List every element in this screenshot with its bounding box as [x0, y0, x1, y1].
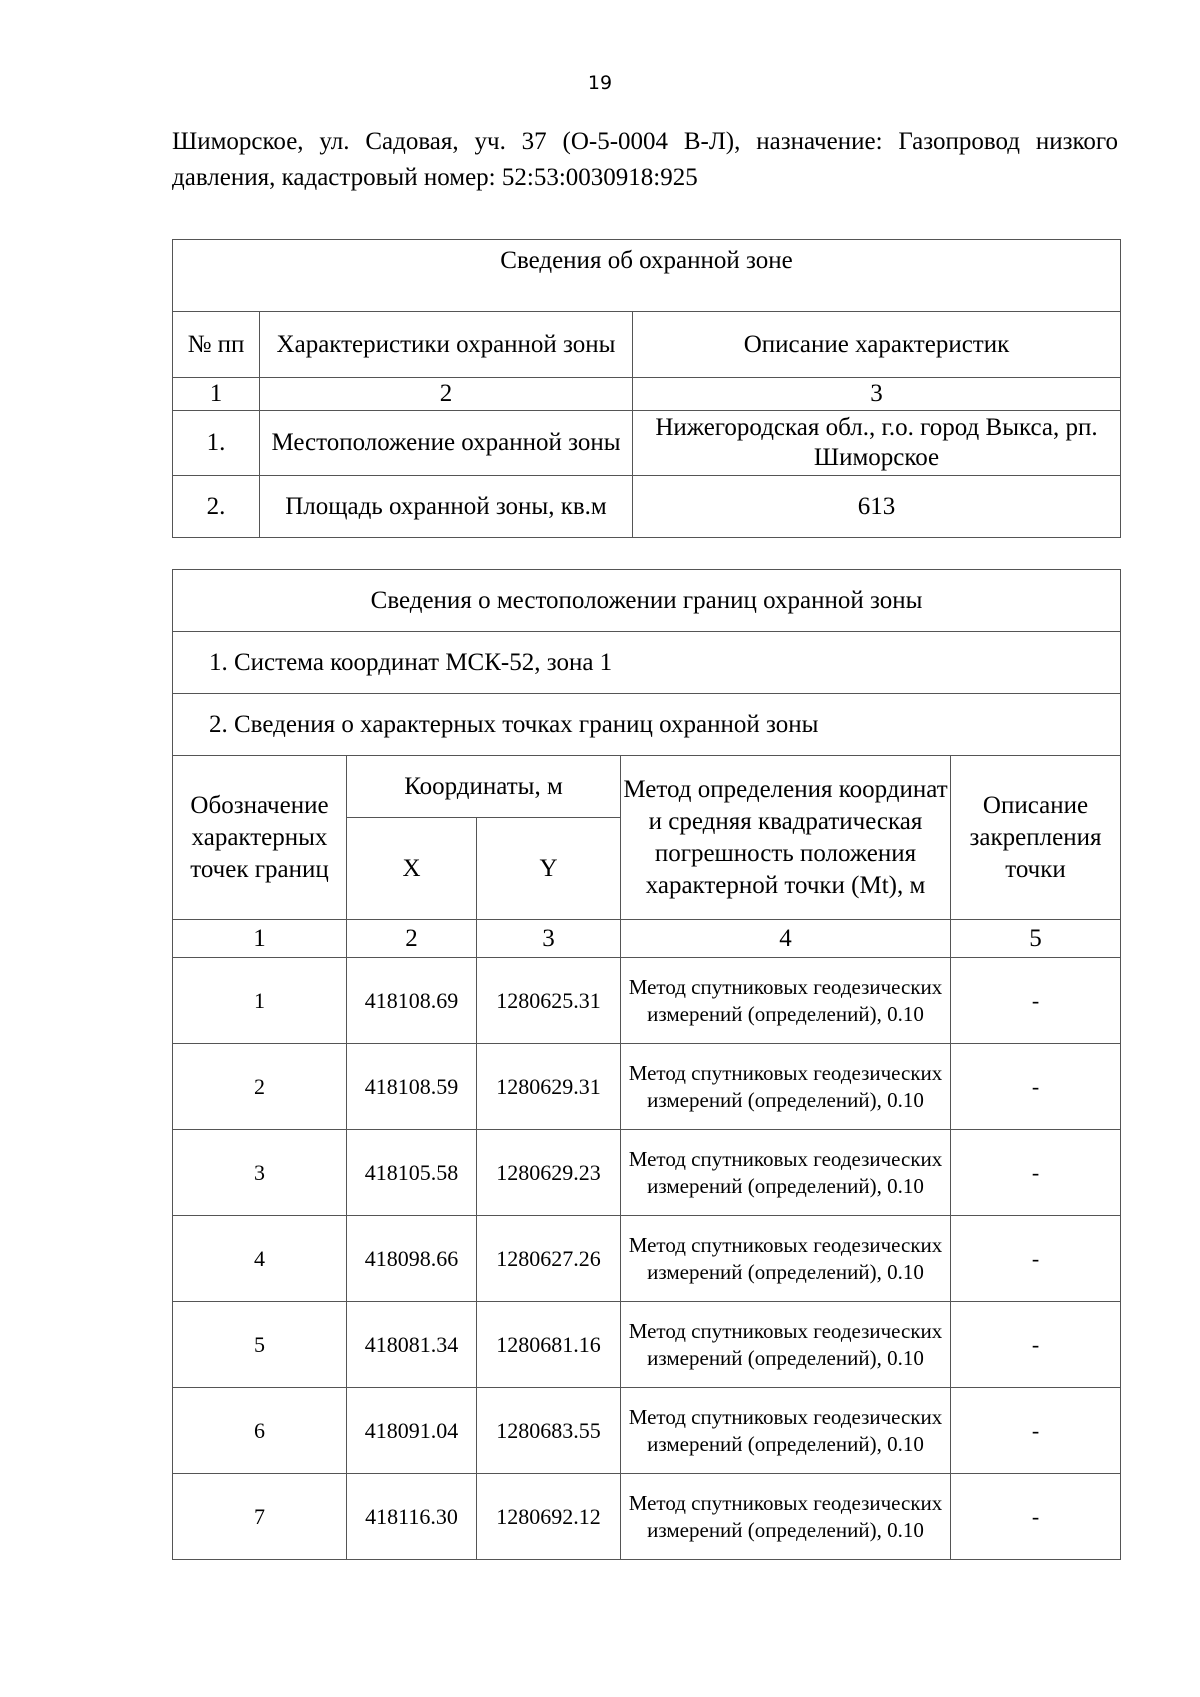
table-row: [173, 411, 1121, 476]
table-row: [173, 1302, 1121, 1388]
point-y: 1280629.31: [477, 1044, 621, 1130]
point-y: 1280683.55: [477, 1388, 621, 1474]
column-number: 1: [173, 920, 347, 958]
row-characteristic: Местоположение охранной зоны: [260, 411, 633, 476]
point-fixing: -: [951, 1044, 1121, 1130]
point-method: Метод спутниковых геодезических измерений (определений), 0.10: [621, 958, 951, 1044]
header-num: № пп: [173, 312, 260, 378]
column-number: 2: [347, 920, 477, 958]
point-x: 418098.66: [347, 1216, 477, 1302]
header-designation: Обозначение характерных точек границ: [173, 756, 347, 920]
point-x: 418091.04: [347, 1388, 477, 1474]
header-coordinates: Координаты, м: [347, 756, 621, 818]
point-id: 1: [173, 958, 347, 1044]
column-number: 3: [477, 920, 621, 958]
header-method: Метод определения координат и средняя квадратическая погрешность положения характерной точки (Mt), м: [621, 756, 951, 920]
point-method: Метод спутниковых геодезических измерений (определений), 0.10: [621, 1388, 951, 1474]
point-x: 418108.59: [347, 1044, 477, 1130]
point-x: 418108.69: [347, 958, 477, 1044]
row-description: Нижегородская обл., г.о. город Выкса, рп. Шиморское: [633, 411, 1121, 476]
point-y: 1280625.31: [477, 958, 621, 1044]
header-fixing: Описание закрепления точки: [951, 756, 1121, 920]
boundary-table-title: Сведения о местоположении границ охранной зоны: [173, 570, 1121, 632]
point-method: Метод спутниковых геодезических измерений (определений), 0.10: [621, 1130, 951, 1216]
table-row: [173, 1388, 1121, 1474]
point-x: 418105.58: [347, 1130, 477, 1216]
point-method: Метод спутниковых геодезических измерений (определений), 0.10: [621, 1044, 951, 1130]
point-method: Метод спутниковых геодезических измерений (определений), 0.10: [621, 1216, 951, 1302]
column-number: 3: [633, 378, 1121, 411]
header-x: X: [347, 818, 477, 920]
point-y: 1280681.16: [477, 1302, 621, 1388]
point-method: Метод спутниковых геодезических измерений (определений), 0.10: [621, 1302, 951, 1388]
row-num: 2.: [173, 476, 260, 538]
point-id: 6: [173, 1388, 347, 1474]
column-number: 1: [173, 378, 260, 411]
page-number: 19: [587, 72, 613, 94]
table-row: [173, 1130, 1121, 1216]
point-x: 418116.30: [347, 1474, 477, 1560]
point-fixing: -: [951, 1474, 1121, 1560]
intro-paragraph: Шиморское, ул. Садовая, уч. 37 (О-5-0004 В-Л), назначение: Газопровод низкого давления, кадастровый номер: 52:53:0030918:925: [172, 128, 1118, 191]
point-fixing: -: [951, 1302, 1121, 1388]
row-characteristic: Площадь охранной зоны, кв.м: [260, 476, 633, 538]
point-y: 1280692.12: [477, 1474, 621, 1560]
point-fixing: -: [951, 1130, 1121, 1216]
points-title: 2. Сведения о характерных точках границ охранной зоны: [173, 694, 1121, 756]
point-fixing: -: [951, 1216, 1121, 1302]
table-row: [173, 1044, 1121, 1130]
point-y: 1280627.26: [477, 1216, 621, 1302]
column-number: 5: [951, 920, 1121, 958]
row-num: 1.: [173, 411, 260, 476]
point-method: Метод спутниковых геодезических измерений (определений), 0.10: [621, 1474, 951, 1560]
table-row: [173, 476, 1121, 538]
header-description: Описание характеристик: [633, 312, 1121, 378]
point-id: 2: [173, 1044, 347, 1130]
boundary-info-table: [172, 569, 1121, 1560]
point-id: 7: [173, 1474, 347, 1560]
zone-table-title: Сведения об охранной зоне: [173, 240, 1121, 312]
zone-info-table: [172, 239, 1121, 538]
point-id: 5: [173, 1302, 347, 1388]
point-fixing: -: [951, 1388, 1121, 1474]
header-y: Y: [477, 818, 621, 920]
table-row: [173, 1216, 1121, 1302]
point-id: 3: [173, 1130, 347, 1216]
point-y: 1280629.23: [477, 1130, 621, 1216]
column-number: 4: [621, 920, 951, 958]
row-description: 613: [633, 476, 1121, 538]
coord-system: 1. Система координат МСК-52, зона 1: [173, 632, 1121, 694]
table-row: [173, 958, 1121, 1044]
point-fixing: -: [951, 958, 1121, 1044]
column-number: 2: [260, 378, 633, 411]
point-x: 418081.34: [347, 1302, 477, 1388]
table-row: [173, 1474, 1121, 1560]
point-id: 4: [173, 1216, 347, 1302]
header-characteristic: Характеристики охранной зоны: [260, 312, 633, 378]
